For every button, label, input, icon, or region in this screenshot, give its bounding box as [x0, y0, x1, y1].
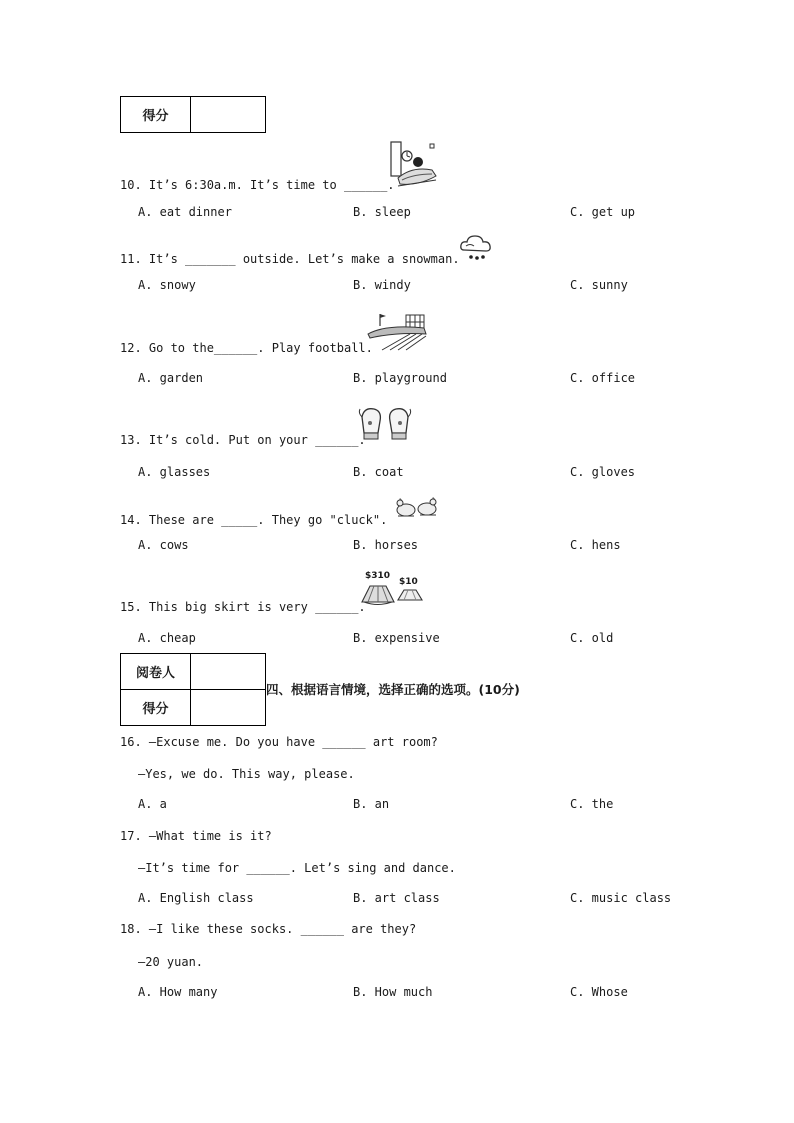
- question-18-option-c[interactable]: C. Whose: [570, 985, 628, 999]
- score-field: [191, 97, 265, 132]
- question-14-option-c[interactable]: C. hens: [570, 538, 621, 552]
- question-15-stem: 15. This big skirt is very ______.: [120, 600, 366, 614]
- question-16-stem: 16. —Excuse me. Do you have ______ art room?: [120, 735, 438, 749]
- question-17-option-a[interactable]: A. English class: [138, 891, 254, 905]
- playground-picture: [366, 312, 428, 352]
- question-10-option-a[interactable]: A. eat dinner: [138, 205, 232, 219]
- score-field: [191, 689, 265, 725]
- section-4-title: 四、根据语言情境，选择正确的选项。(10分): [266, 682, 520, 697]
- question-12-stem: 12. Go to the______. Play football.: [120, 341, 373, 355]
- question-11-option-a[interactable]: A. snowy: [138, 278, 196, 292]
- question-16-reply: —Yes, we do. This way, please.: [138, 767, 355, 781]
- question-17-option-b[interactable]: B. art class: [353, 891, 440, 905]
- skirt-big-price: $310: [365, 571, 391, 581]
- snow-cloud-picture: [458, 232, 494, 262]
- question-11-option-c[interactable]: C. sunny: [570, 278, 628, 292]
- question-14-option-a[interactable]: A. cows: [138, 538, 189, 552]
- score-box-top: [120, 96, 266, 133]
- question-17-stem: 17. —What time is it?: [120, 829, 272, 843]
- gloves-picture: [358, 403, 412, 443]
- question-13-option-a[interactable]: A. glasses: [138, 465, 211, 479]
- reviewer-label: 阅卷人: [121, 654, 191, 689]
- question-10-option-b[interactable]: B. sleep: [353, 205, 411, 219]
- question-18-reply: —20 yuan.: [138, 955, 204, 969]
- question-17-reply: —It’s time for ______. Let’s sing and dance.: [138, 861, 456, 875]
- score-label: 得分: [121, 97, 191, 132]
- question-15-option-c[interactable]: C. old: [570, 631, 614, 645]
- score-label: 得分: [121, 689, 191, 725]
- question-10-option-c[interactable]: C. get up: [570, 205, 636, 219]
- question-11-stem: 11. It’s _______ outside. Let’s make a snowman.: [120, 252, 460, 266]
- question-15-option-a[interactable]: A. cheap: [138, 631, 196, 645]
- question-11-option-b[interactable]: B. windy: [353, 278, 411, 292]
- skirt-small-price: $10: [399, 577, 418, 587]
- question-15-option-b[interactable]: B. expensive: [353, 631, 440, 645]
- question-12-option-c[interactable]: C. office: [570, 371, 636, 385]
- question-16-option-c[interactable]: C. the: [570, 797, 614, 811]
- skirts-picture: [360, 584, 426, 608]
- hens-picture: [394, 494, 440, 520]
- question-16-option-a[interactable]: A. a: [138, 797, 167, 811]
- question-12-option-b[interactable]: B. playground: [353, 371, 447, 385]
- reviewer-field: [191, 654, 265, 689]
- score-box-section-4: [120, 653, 266, 726]
- question-13-option-b[interactable]: B. coat: [353, 465, 404, 479]
- question-10-stem: 10. It’s 6:30a.m. It’s time to ______.: [120, 178, 395, 192]
- question-17-option-c[interactable]: C. music class: [570, 891, 672, 905]
- question-12-option-a[interactable]: A. garden: [138, 371, 204, 385]
- question-16-option-b[interactable]: B. an: [353, 797, 390, 811]
- clock-and-bed-picture: [388, 140, 440, 188]
- question-13-stem: 13. It’s cold. Put on your ______.: [120, 433, 366, 447]
- question-18-option-a[interactable]: A. How many: [138, 985, 218, 999]
- question-18-stem: 18. —I like these socks. ______ are they?: [120, 922, 417, 936]
- question-14-stem: 14. These are _____. They go "cluck".: [120, 513, 388, 527]
- question-14-option-b[interactable]: B. horses: [353, 538, 419, 552]
- question-18-option-b[interactable]: B. How much: [353, 985, 433, 999]
- question-13-option-c[interactable]: C. gloves: [570, 465, 636, 479]
